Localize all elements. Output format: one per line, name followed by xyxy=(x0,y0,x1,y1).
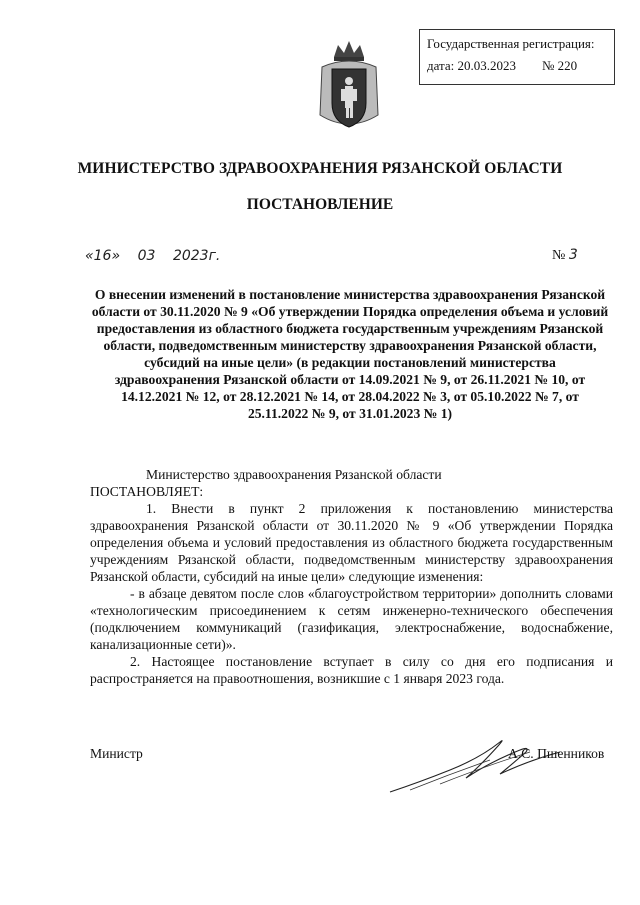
date-year: 2023г. xyxy=(172,248,221,264)
resolves-text: ПОСТАНОВЛЯЕТ: xyxy=(90,484,204,499)
item-2: 2. Настоящее постановление вступает в силу со дня его подписания и распространяется на правоотношения, возникшие с 1 января 2023 года. xyxy=(90,654,613,686)
date-month: 03 xyxy=(137,248,156,264)
number-value: 3 xyxy=(568,247,578,263)
signature-mark xyxy=(380,722,600,802)
item-1: 1. Внести в пункт 2 приложения к постановлению министерства здравоохранения Рязанской области от 30.11.2020 № 9 «Об утверждении Порядка определения объема и условий предоставления из областного бюджета государственным учреждениям Рязанской области, подведомственным министерству здравоохранения Рязанской области, субсидий на иные цели» следующие изменения: xyxy=(90,501,613,584)
registration-stamp xyxy=(419,29,615,85)
number-prefix: № xyxy=(552,248,566,263)
document-title: О внесении изменений в постановление министерства здравоохранения Рязанской области от 30.11.2020 № 9 «Об утверждении Порядка определения объема и условий предоставления из областного бюджета государственным учреждениям Рязанской области, подведомственным министерству здравоохранения Рязанской области, субсидий на иные цели» (в редакции постановлений министерства здравоохранения Рязанской области от 14.09.2021 № 9, от 26.11.2021 № 10, от 14.12.2021 № 12, от 28.12.2021 № 14, от 28.04.2022 № 3, от 05.10.2022 № 7, от 25.11.2022 № 9, от 31.01.2023 № 1) xyxy=(91,287,609,421)
document-date xyxy=(85,248,234,265)
signatory-name: А.С. Пшенников xyxy=(508,746,605,761)
date-day: «16» xyxy=(85,248,121,264)
registration-number: № 220 xyxy=(542,58,578,73)
coat-of-arms-icon xyxy=(316,37,382,137)
document-type: ПОСТАНОВЛЕНИЕ xyxy=(246,196,394,213)
intro-text: Министерство здравоохранения Рязанской области xyxy=(146,467,442,482)
item-1-sub: - в абзаце девятом после слов «благоустройством территории» дополнить словами «технологическим присоединением к сетям инженерно-технического обеспечения (подключением коммуникаций (газификация, электроснабжение, водоснабжение, канализационные сети)». xyxy=(90,586,613,652)
signatory-role: Министр xyxy=(90,746,143,761)
document-number xyxy=(552,247,578,264)
registration-date: дата: 20.03.2023 xyxy=(427,58,517,73)
registration-label: Государственная регистрация: xyxy=(427,36,595,51)
document-body xyxy=(90,466,613,687)
ministry-title: МИНИСТЕРСТВО ЗДРАВООХРАНЕНИЯ РЯЗАНСКОЙ ОБЛАСТИ xyxy=(77,160,563,177)
